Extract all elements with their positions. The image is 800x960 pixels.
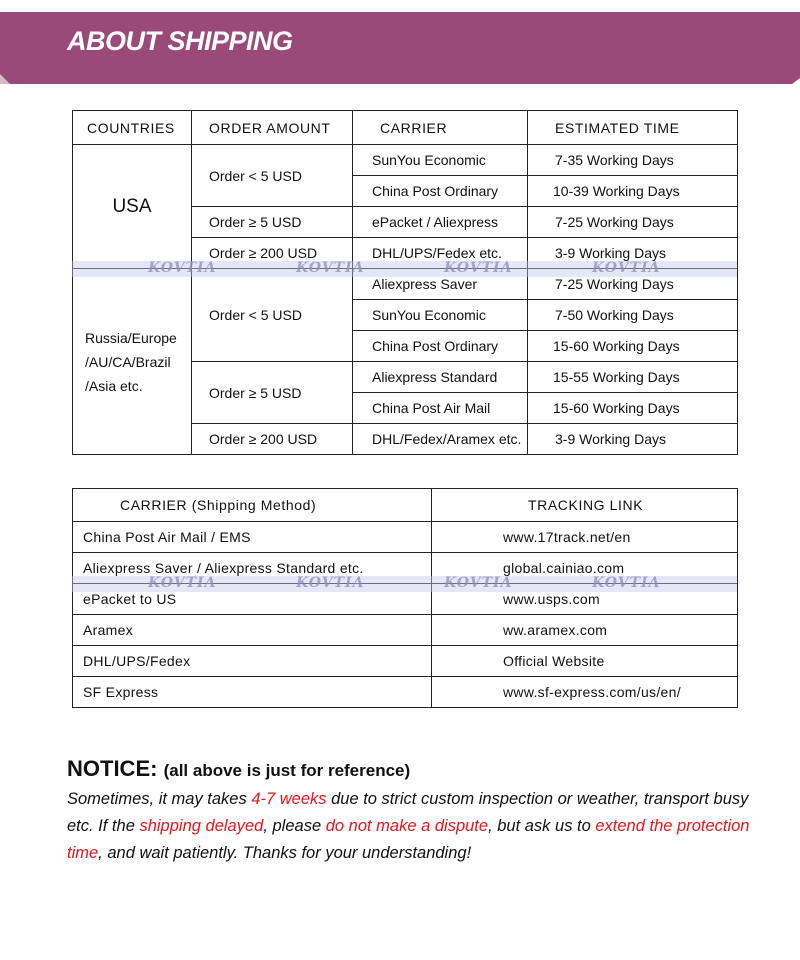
table-row [73, 269, 738, 300]
about-shipping-banner [0, 12, 800, 84]
order-amount: Order < 5 USD [192, 145, 353, 207]
watermark-text: KOVTIA [296, 575, 365, 591]
carrier-cell: Aliexpress Standard [353, 362, 528, 393]
carrier-cell: Aramex [73, 615, 432, 646]
carrier-cell: ePacket / Aliexpress [353, 207, 528, 238]
time-cell: 15-60 Working Days [528, 331, 738, 362]
time-cell: 7-50 Working Days [528, 300, 738, 331]
tracking-link-table [72, 488, 738, 708]
notice-text: , and wait patiently. Thanks for your understanding! [98, 844, 472, 862]
time-cell: 10-39 Working Days [528, 176, 738, 207]
header-tracking-link: TRACKING LINK [432, 489, 738, 522]
notice-highlight: shipping delayed [139, 817, 264, 835]
country-usa: USA [73, 145, 192, 269]
notice-text: , but ask us to [488, 817, 596, 835]
country-line: /Asia etc. [85, 377, 143, 394]
carrier-cell: ePacket to US [73, 584, 432, 615]
tracking-link: www.17track.net/en [432, 522, 738, 553]
watermark-text: KOVTIA [148, 260, 217, 276]
header-carrier: CARRIER [353, 111, 528, 145]
time-cell: 7-25 Working Days [528, 269, 738, 300]
table-row [73, 553, 738, 584]
notice-highlight: 4-7 weeks [251, 790, 327, 808]
table-row [73, 584, 738, 615]
table-header-row [73, 489, 738, 522]
header-estimated-time: ESTIMATED TIME [528, 111, 738, 145]
header-carrier-method: CARRIER (Shipping Method) [73, 489, 432, 522]
carrier-cell: China Post Air Mail / EMS [73, 522, 432, 553]
carrier-cell: China Post Air Mail [353, 393, 528, 424]
order-amount: Order ≥ 5 USD [192, 207, 353, 238]
carrier-cell: China Post Ordinary [353, 331, 528, 362]
notice-body [67, 786, 757, 867]
carrier-cell: DHL/UPS/Fedex [73, 646, 432, 677]
time-cell: 7-25 Working Days [528, 207, 738, 238]
time-cell: 3-9 Working Days [528, 424, 738, 455]
table-header-row [73, 111, 738, 145]
table-row [73, 145, 738, 176]
time-cell: 3-9 Working Days [528, 238, 738, 269]
tracking-link: www.sf-express.com/us/en/ [432, 677, 738, 708]
carrier-cell: SF Express [73, 677, 432, 708]
watermark-text: KOVTIA [148, 575, 217, 591]
carrier-cell: Aliexpress Saver [353, 269, 528, 300]
notice-text: Sometimes, it may takes [67, 790, 252, 808]
tracking-link: Official Website [432, 646, 738, 677]
notice-text: due to strict custom inspection or weather, transport busy etc. If the [67, 790, 749, 835]
carrier-cell: DHL/Fedex/Aramex etc. [353, 424, 528, 455]
banner-title: ABOUT SHIPPING [67, 26, 293, 56]
country-other [73, 269, 192, 455]
country-line: /AU/CA/Brazil [85, 353, 171, 370]
watermark-text: KOVTIA [592, 575, 661, 591]
tracking-link: www.usps.com [432, 584, 738, 615]
order-amount: Order < 5 USD [192, 269, 353, 362]
tracking-link: global.cainiao.com [432, 553, 738, 584]
time-cell: 15-60 Working Days [528, 393, 738, 424]
table-row [73, 677, 738, 708]
header-countries: COUNTRIES [73, 111, 192, 145]
order-amount: Order ≥ 5 USD [192, 362, 353, 424]
watermark-text: KOVTIA [296, 260, 365, 276]
notice-title: NOTICE: [67, 756, 158, 781]
watermark-text: KOVTIA [592, 260, 661, 276]
country-line: Russia/Europe [85, 329, 177, 346]
header-order-amount: ORDER AMOUNT [192, 111, 353, 145]
carrier-cell: SunYou Economic [353, 300, 528, 331]
notice-text: , please [263, 817, 326, 835]
carrier-cell: Aliexpress Saver / Aliexpress Standard etc. [73, 553, 432, 584]
carrier-cell: DHL/UPS/Fedex etc. [353, 238, 528, 269]
tracking-link: ww.aramex.com [432, 615, 738, 646]
table-row [73, 522, 738, 553]
notice-heading [67, 756, 410, 782]
carrier-cell: SunYou Economic [353, 145, 528, 176]
watermark-text: KOVTIA [444, 260, 513, 276]
table-row [73, 646, 738, 677]
table-row [73, 615, 738, 646]
carrier-cell: China Post Ordinary [353, 176, 528, 207]
watermark-text: KOVTIA [444, 575, 513, 591]
order-amount: Order ≥ 200 USD [192, 238, 353, 269]
notice-subtitle: (all above is just for reference) [163, 761, 411, 780]
time-cell: 15-55 Working Days [528, 362, 738, 393]
notice-highlight: do not make a dispute [325, 817, 489, 835]
time-cell: 7-35 Working Days [528, 145, 738, 176]
order-amount: Order ≥ 200 USD [192, 424, 353, 455]
shipping-time-table [72, 110, 738, 455]
notice-highlight: extend the protection time [67, 817, 750, 862]
